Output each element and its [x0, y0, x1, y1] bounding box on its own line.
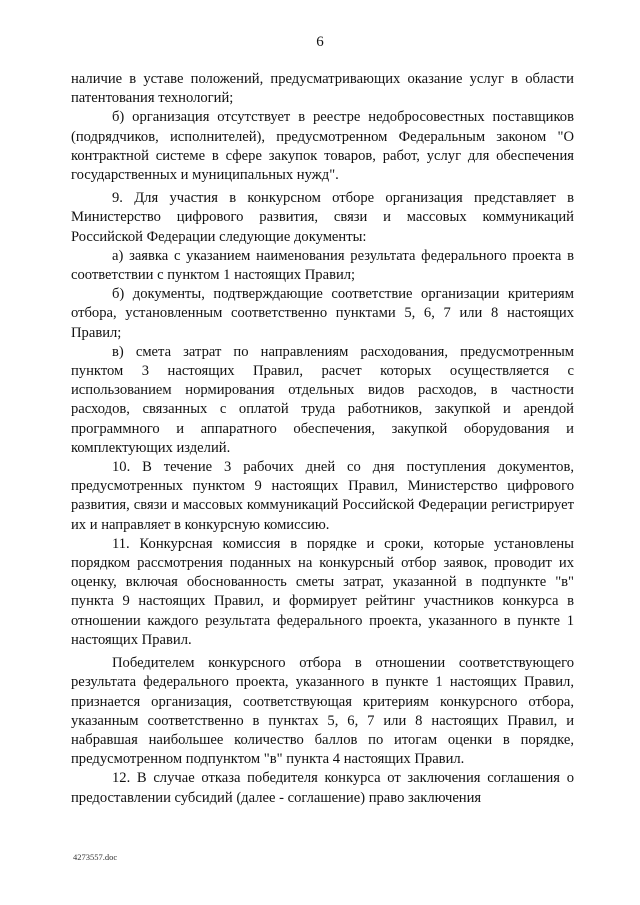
paragraph-winner-definition: Победителем конкурсного отбора в отношении соответствующего результата федерального проекта, указанного в пункте 1 настоящих Правил, признается организация, соответствующая критериям конкурсного отбора, указанным соответственно в пунктах 5, 6, 7 или 8 настоящих Правил, и набравшая наибольшее количество баллов по итогам оценки в порядке, предусмотренном подпунктом "в" пункта 4 настоящих Правил. [71, 655, 574, 768]
paragraph-clause-9a: а) заявка с указанием наименования результата федерального проекта в соответствии с пунктом 1 настоящих Правил; [71, 247, 574, 284]
paragraph-clause-11: 11. Конкурсная комиссия в порядке и сроки, которые установлены порядком рассмотрения поданных на конкурсный отбор заявок, проводит их оценку, включая обоснованность сметы затрат, указанной в подпункте "в" пункта 9 настоящих Правил, и формирует рейтинг участников конкурса в отношении каждого результата федерального проекта, указанного в пункте 1 настоящих Правил. [71, 535, 574, 648]
document-body [71, 70, 574, 808]
paragraph-clause-10: 10. В течение 3 рабочих дней со дня поступления документов, предусмотренных пунктом 9 настоящих Правил, Министерство цифрового развития, связи и массовых коммуникаций Российской Федерации регистрирует их и направляет в конкурсную комиссию. [71, 459, 574, 533]
paragraph-clause-9: 9. Для участия в конкурсном отборе организация представляет в Министерство цифрового развития, связи и массовых коммуникаций Российской Федерации следующие документы: [71, 190, 574, 245]
paragraph-clause-9v: в) смета затрат по направлениям расходования, предусмотренным пунктом 3 настоящих Правил, расчет которых осуществляется с использованием нормирования отдельных видов расходов, в частности расходов, связанных с оплатой труда работников, закупкой и арендой программного и аппаратного обеспечения, закупкой оборудования и комплектующих изделий. [71, 343, 574, 456]
paragraph-registry-criterion: б) организация отсутствует в реестре недобросовестных поставщиков (подрядчиков, исполнителей), предусмотренном Федеральным законом "О контрактной системе в сфере закупок товаров, работ, услуг для обеспечения государственных и муниципальных нужд". [71, 109, 574, 184]
footer-document-code: 4273557.doc [73, 852, 118, 862]
paragraph-clause-12: 12. В случае отказа победителя конкурса от заключения соглашения о предоставлении субсидий (далее - соглашение) право заключения [71, 770, 574, 806]
page-number: 6 [316, 34, 324, 50]
paragraph-clause-9b: б) документы, подтверждающие соответствие организации критериям отбора, установленным соответственно пунктами 5, 6, 7 или 8 настоящих Правил; [71, 286, 574, 341]
paragraph-patent-services: наличие в уставе положений, предусматривающих оказание услуг в области патентования технологий; [71, 71, 574, 107]
